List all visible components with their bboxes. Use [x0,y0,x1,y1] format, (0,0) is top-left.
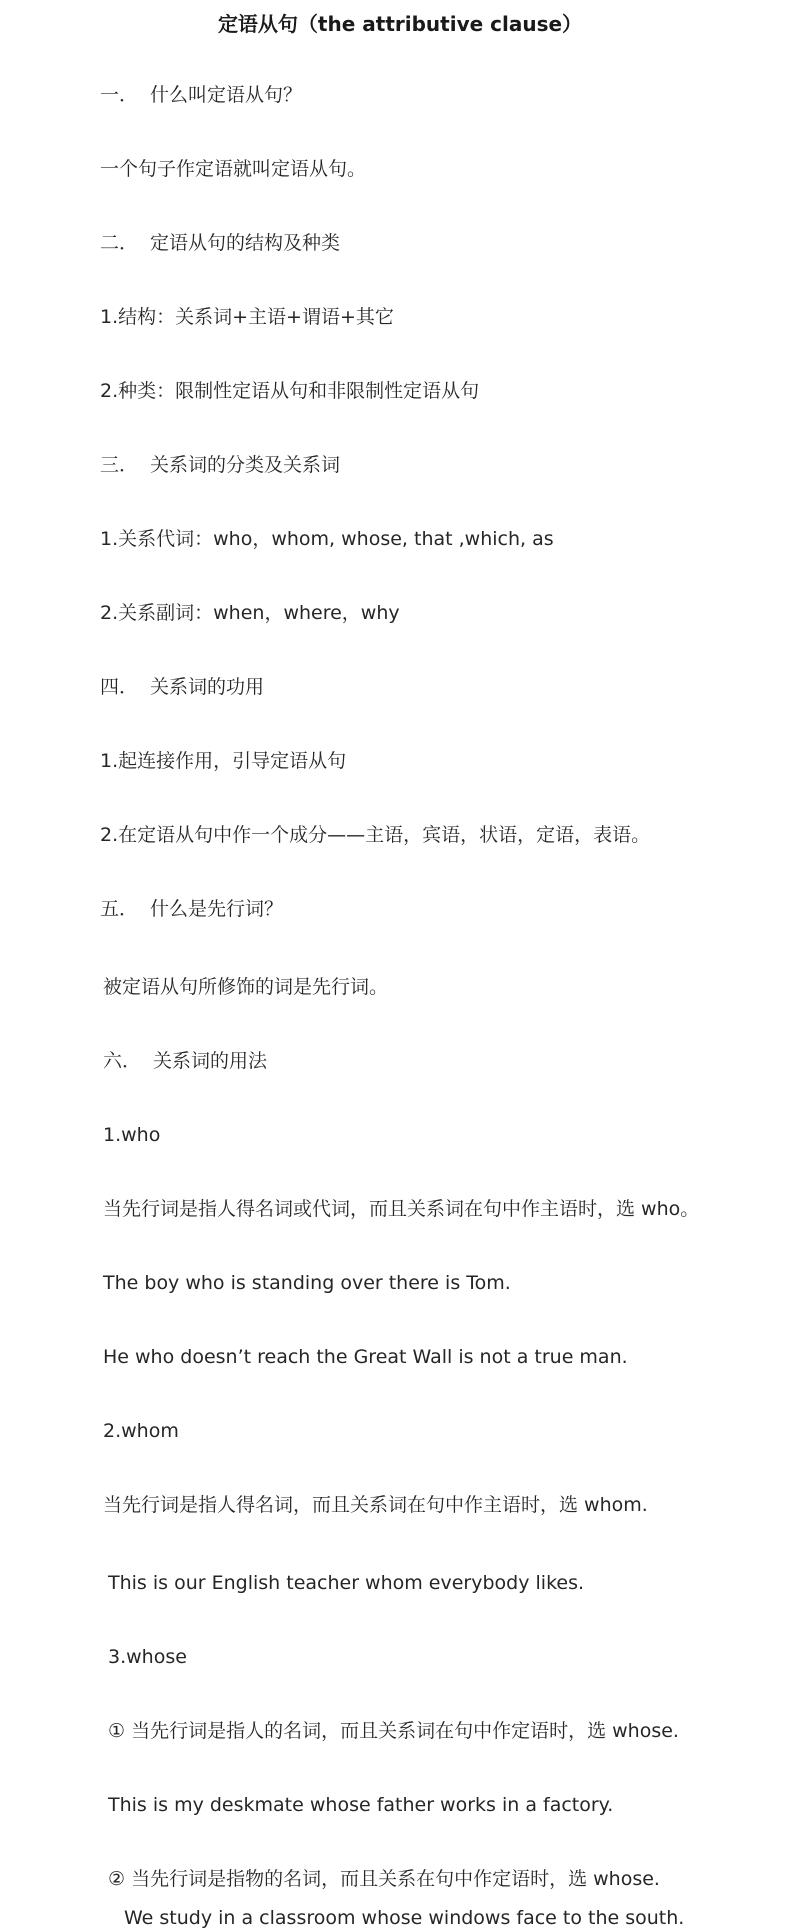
section-heading-text: 关系词的分类及关系词 [150,454,341,476]
paragraph: ② 当先行词是指物的名词，而且关系在句中作定语时，选 whose. [108,1868,660,1890]
paragraph: 2.种类：限制性定语从句和非限制性定语从句 [100,380,480,402]
section-heading-text: 什么叫定语从句？ [150,84,303,106]
example-sentence: The boy who is standing over there is Tom. [103,1272,511,1294]
paragraph: 当先行词是指人得名词或代词，而且关系词在句中作主语时，选 who。 [103,1198,700,1220]
section-number: 一． [100,84,139,106]
section-heading-2 [100,229,340,257]
paragraph: 被定语从句所修饰的词是先行词。 [103,976,389,998]
section-heading-text: 关系词的用法 [153,1050,268,1072]
paragraph: 2.whom [103,1420,179,1442]
section-heading-3 [100,451,340,479]
example-sentence: We study in a classroom whose windows face to the south. [124,1907,685,1929]
example-sentence: This is our English teacher whom everybody likes. [108,1572,585,1594]
section-heading-6 [103,1047,267,1075]
section-number: 五． [100,898,139,920]
section-heading-5 [100,895,283,923]
paragraph: 1.起连接作用，引导定语从句 [100,750,347,772]
page-title: 定语从句（the attributive clause） [217,12,583,36]
section-number: 三． [100,454,139,476]
section-heading-text: 什么是先行词？ [150,898,284,920]
paragraph: 一个句子作定语就叫定语从句。 [100,158,367,180]
section-heading-text: 定语从句的结构及种类 [150,232,341,254]
section-number: 六． [103,1050,142,1072]
section-heading-4 [100,673,264,701]
section-heading-1 [100,81,302,109]
paragraph: 1.结构：关系词+主语+谓语+其它 [100,306,394,328]
example-sentence: He who doesn’t reach the Great Wall is not a true man. [103,1346,628,1368]
paragraph: 2.关系副词：when，where，why [100,602,400,624]
section-number: 四． [100,676,139,698]
paragraph: 2.在定语从句中作一个成分——主语，宾语，状语，定语，表语。 [100,824,651,846]
paragraph: 3.whose [108,1646,187,1668]
paragraph: 1.关系代词：who，whom, whose, that ,which, as [100,528,554,550]
section-heading-text: 关系词的功用 [150,676,265,698]
section-number: 二． [100,232,139,254]
paragraph: 1.who [103,1124,161,1146]
paragraph: 当先行词是指人得名词，而且关系词在句中作主语时，选 whom. [103,1494,648,1516]
example-sentence: This is my deskmate whose father works in a factory. [108,1794,614,1816]
paragraph: ① 当先行词是指人的名词，而且关系词在句中作定语时，选 whose. [108,1720,679,1742]
